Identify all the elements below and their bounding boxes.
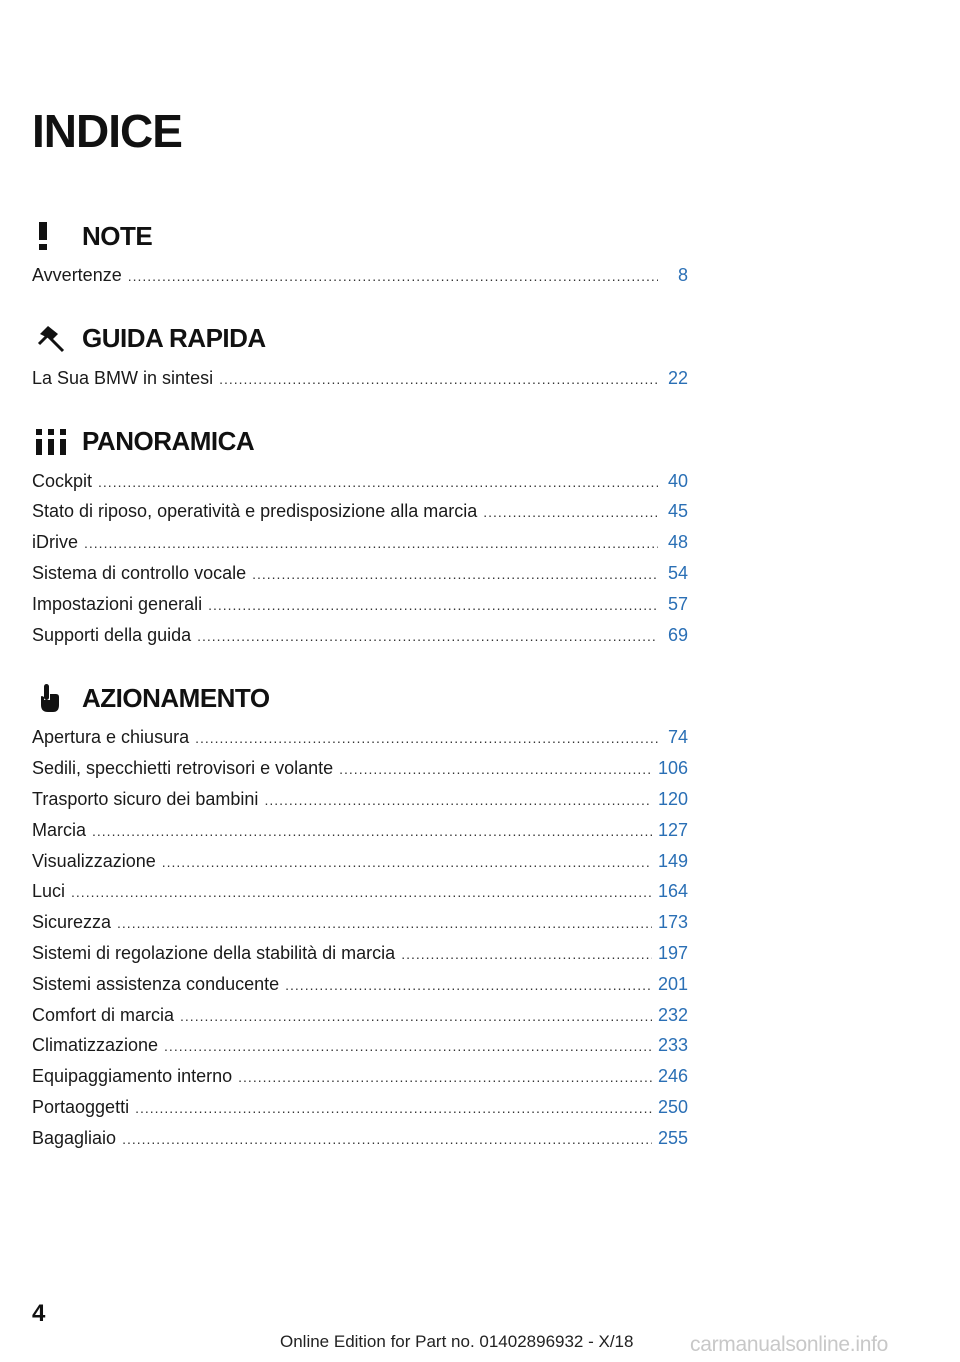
toc-entry[interactable] [32, 938, 688, 969]
dot-leader [180, 1001, 652, 1032]
entry-label: Cockpit [32, 470, 93, 491]
entry-label: Trasporto sicuro dei bambini [32, 788, 259, 809]
toc-entry[interactable] [32, 815, 688, 846]
entry-page-link[interactable]: 54 [667, 562, 688, 583]
toc-entry[interactable] [32, 466, 688, 497]
page-number: 4 [32, 1300, 46, 1327]
toc-entry[interactable] [32, 1092, 688, 1123]
entry-page-link[interactable]: 164 [657, 881, 688, 902]
grid-icon [32, 426, 72, 458]
entry-label: Supporti della guida [32, 624, 192, 645]
section-title: AZIONAMENTO [82, 682, 270, 713]
dot-leader [208, 590, 658, 621]
dot-leader [339, 754, 652, 785]
toc-entry[interactable] [32, 1030, 688, 1061]
page-title: INDICE [32, 105, 182, 157]
dot-leader [71, 877, 652, 908]
entry-label: La Sua BMW in sintesi [32, 367, 214, 388]
entry-label: Stato di riposo, operatività e predisposizione alla marcia [32, 501, 478, 522]
toc-entry[interactable] [32, 1061, 688, 1092]
toc-entry[interactable] [32, 846, 688, 877]
entry-label: Marcia [32, 819, 87, 840]
toc-entry[interactable] [32, 1000, 688, 1031]
entry-label: Portaoggetti [32, 1096, 130, 1117]
toc-entry[interactable] [32, 784, 688, 815]
entry-label: Comfort di marcia [32, 1004, 175, 1025]
entry-page-link[interactable]: 127 [657, 819, 688, 840]
entry-label: Sistema di controllo vocale [32, 562, 247, 583]
entry-page-link[interactable]: 74 [667, 727, 688, 748]
toc-entry[interactable] [32, 907, 688, 938]
hand-pointer-icon [32, 682, 72, 714]
entry-label: Impostazioni generali [32, 593, 203, 614]
section-header [32, 317, 688, 361]
entry-page-link[interactable]: 45 [667, 501, 688, 522]
entry-label: iDrive [32, 532, 79, 553]
dot-leader [122, 1124, 652, 1155]
section-title: NOTE [82, 220, 153, 251]
section-title: PANORAMICA [82, 426, 255, 457]
dot-leader [264, 785, 652, 816]
entry-page-link[interactable]: 69 [667, 624, 688, 645]
entry-page-link[interactable]: 149 [657, 850, 688, 871]
toc-entry[interactable] [32, 753, 688, 784]
entry-page-link[interactable]: 197 [657, 942, 688, 963]
entry-page-link[interactable]: 201 [657, 973, 688, 994]
toc-entry[interactable] [32, 558, 688, 589]
entry-page-link[interactable]: 173 [657, 912, 688, 933]
footer-edition-note: Online Edition for Part no. 01402896932 - X/18 [280, 1332, 634, 1351]
dot-leader [92, 816, 652, 847]
entry-page-link[interactable]: 8 [677, 265, 688, 285]
entry-label: Sistemi assistenza conducente [32, 973, 280, 994]
entry-page-link[interactable]: 57 [667, 593, 688, 614]
dot-leader [195, 723, 658, 754]
toc-entry[interactable] [32, 876, 688, 907]
entry-page-link[interactable]: 48 [667, 532, 688, 553]
dot-leader [128, 261, 658, 292]
exclamation-icon [32, 220, 72, 252]
entry-page-link[interactable]: 255 [657, 1127, 688, 1148]
entry-label: Avvertenze [32, 265, 122, 285]
entry-label: Visualizzazione [32, 850, 156, 871]
dot-leader [164, 1031, 652, 1062]
toc-entry[interactable] [32, 260, 688, 291]
table-of-contents [32, 214, 688, 1180]
dot-leader [98, 467, 658, 498]
toc-entry[interactable] [32, 1123, 688, 1154]
dot-leader [162, 847, 652, 878]
toc-entry[interactable] [32, 589, 688, 620]
dot-leader [483, 497, 658, 528]
dot-leader [219, 364, 658, 395]
section-title: GUIDA RAPIDA [82, 323, 266, 354]
entry-label: Apertura e chiusura [32, 727, 190, 748]
section-header [32, 420, 688, 464]
watermark: carmanualsonline.info [690, 1333, 888, 1356]
dot-leader [401, 939, 652, 970]
entry-page-link[interactable]: 106 [657, 758, 688, 779]
entry-label: Equipaggiamento interno [32, 1066, 233, 1087]
entry-page-link[interactable]: 233 [657, 1035, 688, 1056]
entry-page-link[interactable]: 120 [657, 788, 688, 809]
section-guida-rapida [32, 317, 688, 394]
dot-leader [135, 1093, 652, 1124]
dot-leader [197, 621, 658, 652]
entry-page-link[interactable]: 246 [657, 1066, 688, 1087]
dot-leader [84, 528, 658, 559]
section-panoramica [32, 420, 688, 651]
entry-label: Sistemi di regolazione della stabilità di marcia [32, 942, 396, 963]
toc-entry[interactable] [32, 527, 688, 558]
toc-entry[interactable] [32, 969, 688, 1000]
entry-page-link[interactable]: 22 [667, 367, 688, 388]
entry-page-link[interactable]: 232 [657, 1004, 688, 1025]
toc-entry[interactable] [32, 620, 688, 651]
pin-icon [32, 323, 72, 355]
entry-label: Climatizzazione [32, 1035, 159, 1056]
entry-label: Luci [32, 881, 66, 902]
dot-leader [117, 908, 652, 939]
entry-label: Sedili, specchietti retrovisori e volante [32, 758, 334, 779]
dot-leader [238, 1062, 652, 1093]
toc-entry[interactable] [32, 496, 688, 527]
section-header [32, 214, 688, 258]
section-note [32, 214, 688, 291]
entry-page-link[interactable]: 40 [667, 470, 688, 491]
dot-leader [252, 559, 658, 590]
entry-label: Sicurezza [32, 912, 112, 933]
entry-label: Bagagliaio [32, 1127, 117, 1148]
entry-page-link[interactable]: 250 [657, 1096, 688, 1117]
dot-leader [285, 970, 652, 1001]
section-azionamento [32, 676, 688, 1153]
toc-entry[interactable] [32, 363, 688, 394]
section-header [32, 676, 688, 720]
toc-entry[interactable] [32, 722, 688, 753]
